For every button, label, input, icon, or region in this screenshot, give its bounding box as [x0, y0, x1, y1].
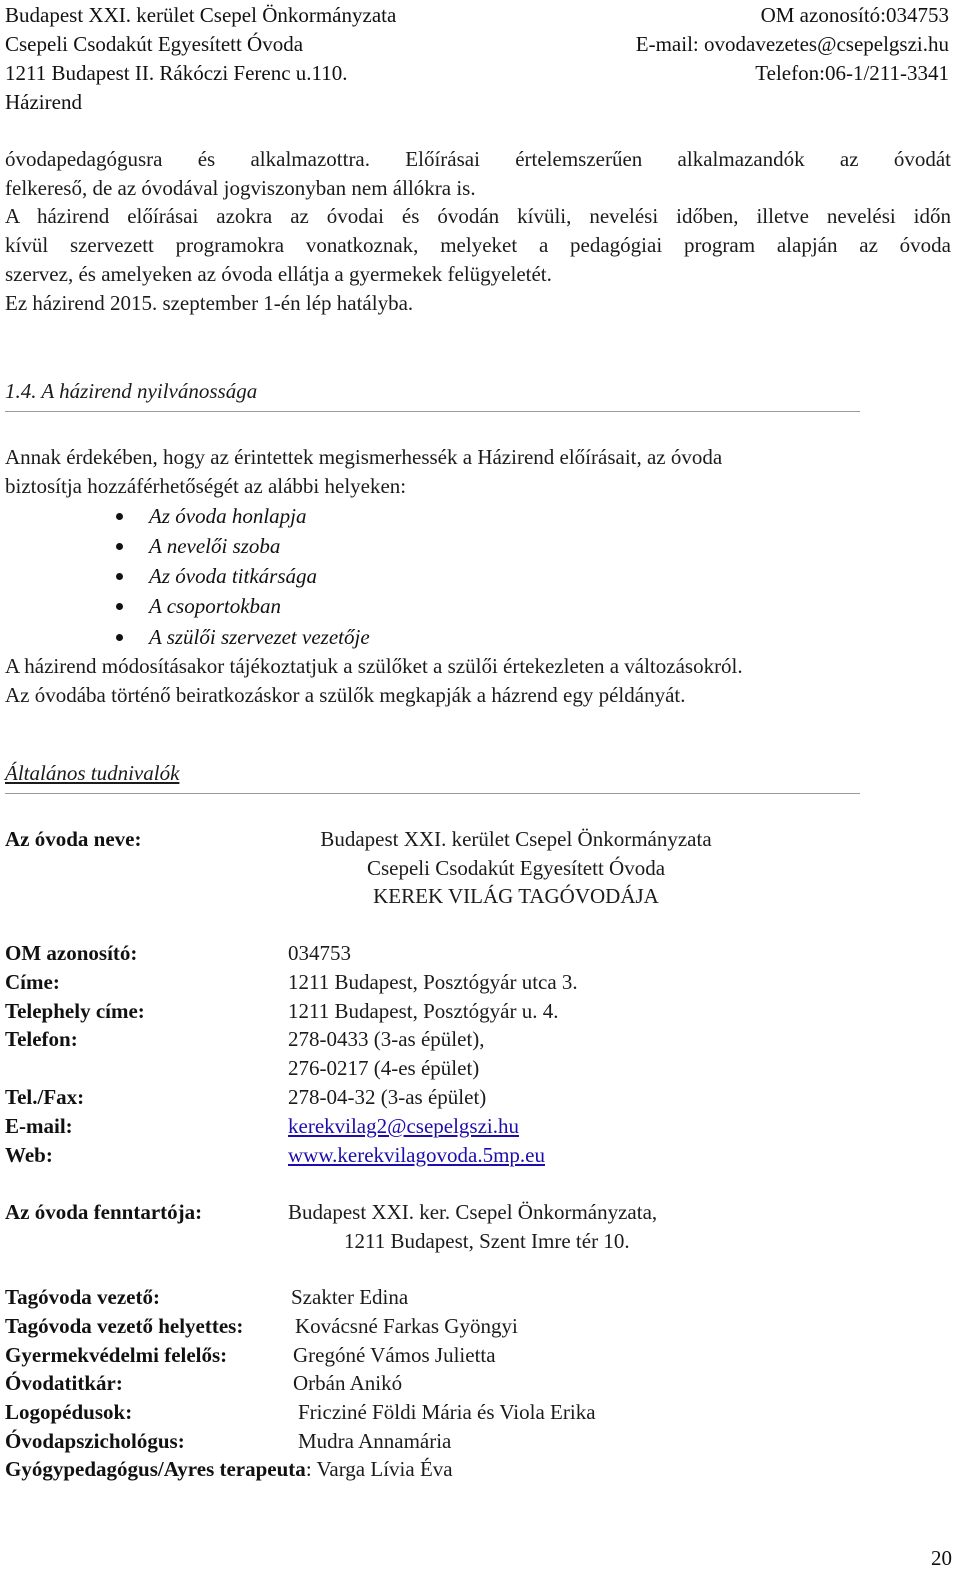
bullet-icon — [116, 513, 123, 520]
staff-label-speech-therapists: Logopédusok: — [5, 1400, 133, 1424]
bullet-icon — [116, 573, 123, 580]
site-value: 1211 Budapest, Posztógyár u. 4. — [288, 999, 559, 1023]
staff-label-leader: Tagóvoda vezető: — [5, 1285, 160, 1309]
list-item: Az óvoda honlapja — [116, 503, 307, 529]
staff-label-child-protection: Gyermekvédelmi felelős: — [5, 1343, 228, 1367]
header-phone: Telefon:06-1/211-3341 — [755, 61, 949, 85]
intro-line-2: felkereső, de az óvodával jogviszonyban nem állókra is. — [5, 176, 476, 200]
list-item: Az óvoda titkársága — [116, 563, 317, 589]
email-link[interactable]: kerekvilag2@csepelgszi.hu — [288, 1114, 520, 1138]
staff-value-leader: Szakter Edina — [291, 1285, 409, 1309]
staff-label-secretary: Óvodatitkár: — [5, 1371, 123, 1395]
list-item: A nevelői szoba — [116, 533, 280, 559]
staff-value-secretary: Orbán Anikó — [293, 1371, 403, 1395]
fax-label: Tel./Fax: — [5, 1085, 85, 1109]
owner-label: Az óvoda fenntartója: — [5, 1200, 203, 1224]
publicity-after-1: A házirend módosításakor tájékoztatjuk a szülőket a szülői értekezleten a változásokról. — [5, 654, 743, 678]
staff-label-psychologist: Óvodapszichológus: — [5, 1429, 185, 1453]
staff-value-deputy: Kovácsné Farkas Gyöngyi — [295, 1314, 518, 1338]
header-om-id: OM azonosító:034753 — [760, 3, 949, 27]
staff-value-therapist: Varga Lívia Éva — [316, 1457, 453, 1481]
om-value: 034753 — [288, 941, 351, 965]
address-value: 1211 Budapest, Posztógyár utca 3. — [288, 970, 578, 994]
bullet-icon — [116, 543, 123, 550]
list-item: A csoportokban — [116, 593, 281, 619]
fax-value: 278-04-32 (3-as épület) — [288, 1085, 487, 1109]
header-institution: Budapest XXI. kerület Csepel Önkormányzata — [5, 3, 397, 27]
publicity-para-1: Annak érdekében, hogy az érintettek megismerhessék a Házirend előírásait, az óvoda — [5, 445, 723, 469]
staff-label-therapist: Gyógypedagógus/Ayres terapeuta — [5, 1457, 306, 1481]
section-divider — [5, 793, 860, 794]
intro-line-6: Ez házirend 2015. szeptember 1-én lép hatályba. — [5, 291, 414, 315]
web-link[interactable]: www.kerekvilagovoda.5mp.eu — [288, 1143, 545, 1167]
name-value-2: Csepeli Csodakút Egyesített Óvoda — [366, 856, 666, 880]
name-label: Az óvoda neve: — [5, 827, 142, 851]
list-item: A szülői szervezet vezetője — [116, 624, 370, 650]
intro-line-5: szervez, és amelyeken az óvoda ellátja a gyermekek felügyeletét. — [5, 262, 552, 286]
site-label: Telephely címe: — [5, 999, 145, 1023]
intro-line-3: A házirend előírásai azokra az óvodai és óvodán kívüli, nevelési időben, illetve nevelési időn — [5, 204, 951, 228]
header-address: 1211 Budapest II. Rákóczi Ferenc u.110. — [5, 61, 348, 85]
owner-value-1: Budapest XXI. ker. Csepel Önkormányzata, — [288, 1200, 658, 1224]
email-label: E-mail: — [5, 1114, 73, 1138]
publicity-para-2: biztosítja hozzáférhetőségét az alábbi helyeken: — [5, 474, 407, 498]
staff-value-psychologist: Mudra Annamária — [298, 1429, 452, 1453]
publicity-after-2: Az óvodába történő beiratkozáskor a szülők megkapják a házrend egy példányát. — [5, 683, 686, 707]
bullet-icon — [116, 603, 123, 610]
name-value-1: Budapest XXI. kerület Csepel Önkormányzata — [320, 827, 712, 851]
section-title-publicity: 1.4. A házirend nyilvánossága — [5, 379, 258, 403]
page-number: 20 — [931, 1546, 952, 1570]
phone-label: Telefon: — [5, 1027, 78, 1051]
phone-value-1: 278-0433 (3-as épület), — [288, 1027, 485, 1051]
header-kindergarten: Csepeli Csodakút Egyesített Óvoda — [5, 32, 304, 56]
owner-value-2: 1211 Budapest, Szent Imre tér 10. — [344, 1229, 630, 1253]
header-email: E-mail: ovodavezetes@csepelgszi.hu — [635, 32, 949, 56]
intro-line-4: kívül szervezett programokra vonatkoznak, melyeket a pedagógiai program alapján az óvoda — [5, 233, 951, 257]
name-value-3: KEREK VILÁG TAGÓVODÁJA — [373, 884, 659, 908]
intro-line-1: óvodapedagógusra és alkalmazottra. Előírásai értelemszerűen alkalmazandók az óvodát — [5, 147, 951, 171]
section-title-general: Általános tudnivalók — [5, 761, 180, 785]
phone-value-2: 276-0217 (4-es épület) — [288, 1056, 480, 1080]
staff-label-deputy: Tagóvoda vezető helyettes: — [5, 1314, 244, 1338]
address-label: Címe: — [5, 970, 60, 994]
web-label: Web: — [5, 1143, 53, 1167]
om-label: OM azonosító: — [5, 941, 138, 965]
section-divider — [5, 411, 860, 412]
staff-row-therapist: Gyógypedagógus/Ayres terapeuta: Varga Lívia Éva — [5, 1457, 453, 1481]
header-doc-title: Házirend — [5, 90, 82, 114]
bullet-icon — [116, 634, 123, 641]
staff-value-speech-therapists: Fricziné Földi Mária és Viola Erika — [298, 1400, 596, 1424]
staff-value-child-protection: Gregóné Vámos Julietta — [293, 1343, 496, 1367]
